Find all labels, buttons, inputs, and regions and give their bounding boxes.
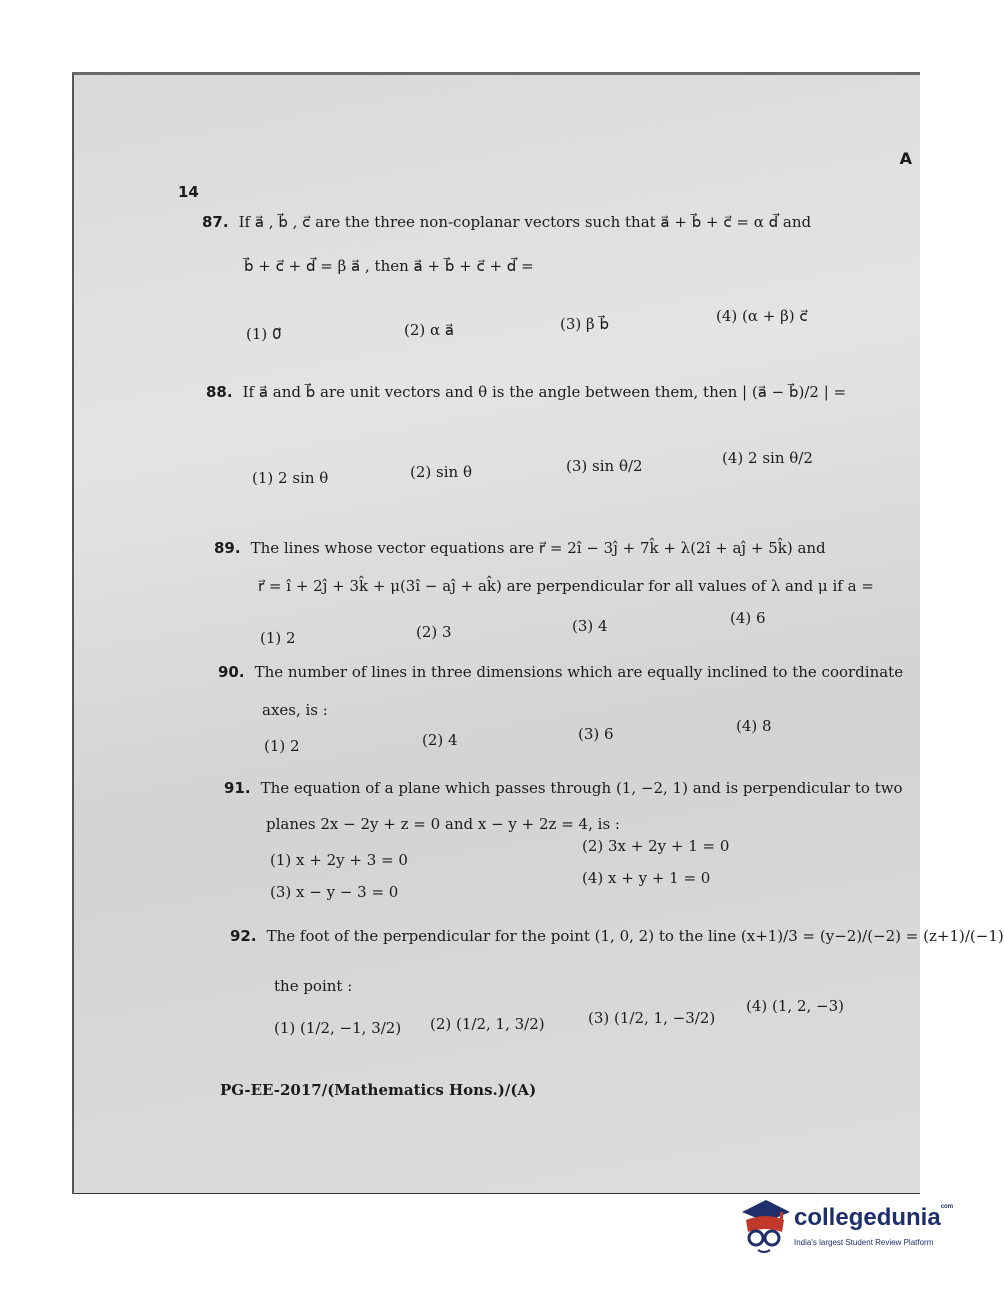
question-number: 92. [230,927,257,945]
footer-code: PG-EE-2017/(Mathematics Hons.)/(A) [220,1081,537,1099]
set-code: A [899,149,912,168]
question-text-line2: r⃗ = î + 2ĵ + 3k̂ + μ(3î − aĵ + ak̂) are perpendicular for all values of λ and μ if a = [258,577,874,595]
question-text-line2: axes, is : [262,701,328,719]
option: (1) (1/2, −1, 3/2) [274,1019,402,1037]
option: (2) 3x + 2y + 1 = 0 [582,837,730,855]
option: (3) 4 [572,617,608,635]
question-91 [224,779,903,797]
question-text-line2: b⃗ + c⃗ + d⃗ = β a⃗ , then a⃗ + b⃗ + c⃗ + d⃗ = [244,257,534,275]
collegedunia-logo [736,1198,966,1258]
option: (1) x + 2y + 3 = 0 [270,851,408,869]
option: (4) (1, 2, −3) [746,997,844,1015]
question-number: 89. [214,539,241,557]
option: (2) (1/2, 1, 3/2) [430,1015,545,1033]
scanned-page [72,72,1004,1194]
question-text: The equation of a plane which passes through (1, −2, 1) and is perpendicular to two [260,779,903,797]
page-number: 14 [178,183,199,201]
option: (4) 2 sin θ/2 [722,449,813,467]
question-89 [214,539,826,557]
option: (1) 0⃗ [246,325,282,343]
option: (3) β b⃗ [560,315,609,333]
option: (3) x − y − 3 = 0 [270,883,399,901]
question-number: 87. [202,213,229,231]
option: (4) 6 [730,609,766,627]
option: (2) sin θ [410,463,472,481]
question-number: 88. [206,383,233,401]
option: (3) sin θ/2 [566,457,643,475]
question-90 [218,663,903,681]
question-text-line2: planes 2x − 2y + z = 0 and x − y + 2z = 4, is : [266,815,620,833]
logo-wordmark: collegedunia$^{com}$ [794,1204,954,1231]
question-92 [230,927,1004,945]
option: (1) 2 [264,737,300,755]
logo-tagline: India's largest Student Review Platform [794,1238,934,1247]
option: (2) 4 [422,731,458,749]
question-text: The number of lines in three dimensions which are equally inclined to the coordinate [254,663,904,681]
question-text: The lines whose vector equations are r⃗ = 2î − 3ĵ + 7k̂ + λ(2î + aĵ + 5k̂) and [250,539,826,557]
question-text: The foot of the perpendicular for the point (1, 0, 2) to the line (x+1)/3 = (y−2)/(−2) = (z+1)/(−1) [266,927,1004,945]
question-text: If a⃗ , b⃗ , c⃗ are the three non-coplanar vectors such that a⃗ + b⃗ + c⃗ = α d⃗ and [238,213,812,231]
graduate-mascot-icon [736,1198,792,1256]
question-number: 91. [224,779,251,797]
option: (4) (α + β) c⃗ [716,307,808,325]
option: (2) α a⃗ [404,321,455,339]
option: (4) x + y + 1 = 0 [582,869,711,887]
option: (3) (1/2, 1, −3/2) [588,1009,716,1027]
option: (4) 8 [736,717,772,735]
option: (3) 6 [578,725,614,743]
question-text-line2: the point : [274,977,353,995]
option: (2) 3 [416,623,452,641]
question-text: If a⃗ and b⃗ are unit vectors and θ is the angle between them, then | (a⃗ − b⃗)/2 | = [242,383,847,401]
question-number: 90. [218,663,245,681]
option: (1) 2 [260,629,296,647]
question-87 [202,213,811,231]
question-88 [206,383,846,401]
option: (1) 2 sin θ [252,469,329,487]
